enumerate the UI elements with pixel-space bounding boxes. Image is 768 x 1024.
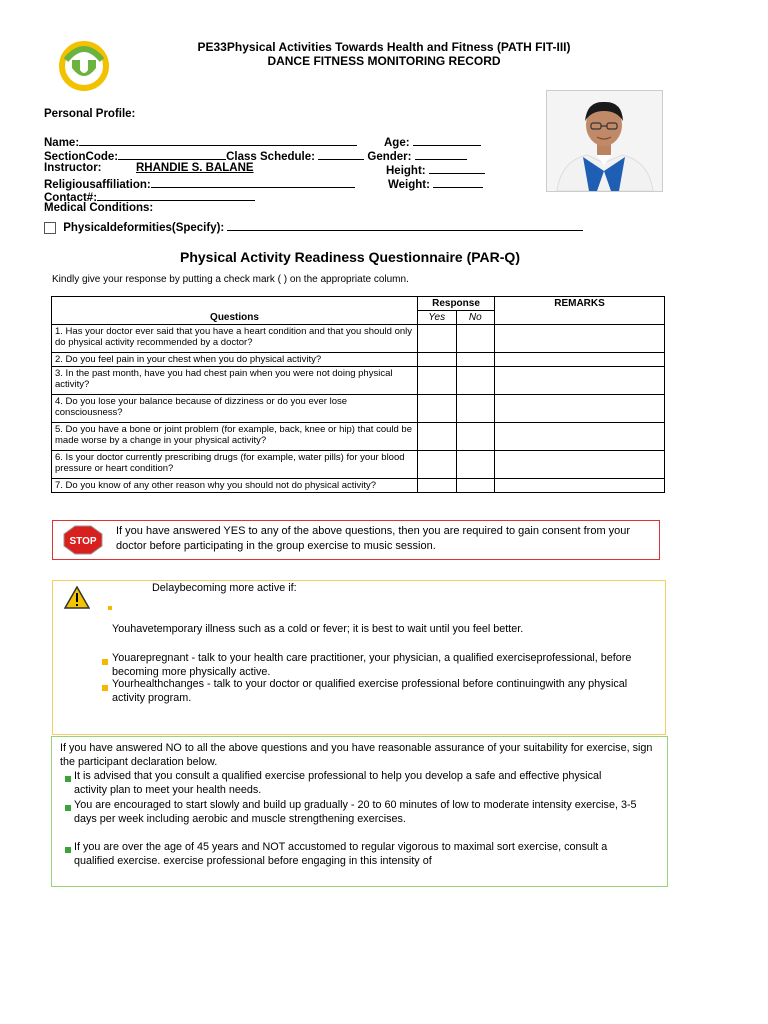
clearance-item-consult: It is advised that you consult a qualified exercise professional to help you develop a safe and effective physical activity plan to meet your health needs. xyxy=(74,770,602,796)
q6-remarks-cell[interactable] xyxy=(495,451,665,479)
q4-no-cell[interactable] xyxy=(456,395,495,423)
physical-deformities-field[interactable] xyxy=(227,219,583,231)
gender-field[interactable] xyxy=(415,148,467,160)
class-schedule-label: Class Schedule: xyxy=(226,151,315,163)
stop-notice-text: If you have answered YES to any of the above questions, then you are required to gain consent from your doctor before participating in the group exercise to music session. xyxy=(116,525,631,552)
student-photo xyxy=(546,90,663,192)
personal-profile-heading: Personal Profile: xyxy=(44,108,136,120)
yes-header: Yes xyxy=(418,311,457,325)
delay-item-health: Yourhealthchanges - talk to your doctor or qualified exercise professional before continuingwith any physical activity program. xyxy=(112,678,628,704)
contact-label: Contact#: xyxy=(44,192,98,204)
delay-heading: Delaybecoming more active if: xyxy=(152,582,297,594)
name-label: Name: xyxy=(44,137,80,149)
remarks-header: REMARKS xyxy=(495,297,665,325)
q1-no-cell[interactable] xyxy=(456,325,495,353)
question-2: 2. Do you feel pain in your chest when you do physical activity? xyxy=(52,353,418,367)
document-title: PE33Physical Activities Towards Health and Fitness (PATH FIT-III) xyxy=(197,40,571,54)
clearance-intro: If you have answered NO to all the above questions and you have reasonable assurance of your suitability for exercise, sign the participant declaration below. xyxy=(60,742,653,768)
q1-remarks-cell[interactable] xyxy=(495,325,665,353)
question-3: 3. In the past month, have you had chest pain when you were not doing physical activity? xyxy=(52,367,418,395)
response-header: Response xyxy=(418,297,495,311)
q3-no-cell[interactable] xyxy=(456,367,495,395)
questions-header: Questions xyxy=(52,297,418,325)
q2-yes-cell[interactable] xyxy=(418,353,457,367)
q7-yes-cell[interactable] xyxy=(418,479,457,493)
medical-conditions-label: Medical Conditions: xyxy=(44,202,154,214)
physical-deformities-label: Physicaldeformities(Specify): xyxy=(63,222,225,234)
age-label: Age: xyxy=(384,137,410,149)
age-field[interactable] xyxy=(413,134,481,146)
q7-no-cell[interactable] xyxy=(456,479,495,493)
clearance-bullet-2 xyxy=(65,805,71,811)
gender-label: Gender: xyxy=(367,151,412,163)
no-header: No xyxy=(456,311,495,325)
q4-remarks-cell[interactable] xyxy=(495,395,665,423)
q1-yes-cell[interactable] xyxy=(418,325,457,353)
q3-remarks-cell[interactable] xyxy=(495,367,665,395)
physical-deformities-checkbox[interactable] xyxy=(44,222,56,234)
weight-label: Weight: xyxy=(388,179,430,191)
question-1: 1. Has your doctor ever said that you have a heart condition and that you should only do physical activity recommended by a doctor? xyxy=(52,325,418,353)
clearance-item-start-slowly: You are encouraged to start slowly and build up gradually - 20 to 60 minutes of low to moderate intensity exercise, 3-5 days per week including aerobic and muscle strengthening exercises. xyxy=(74,799,637,825)
delay-item-illness: Youhavetemporary illness such as a cold or fever; it is best to wait until you feel better. xyxy=(112,623,524,635)
delay-bullet-marker xyxy=(108,606,112,610)
question-5: 5. Do you have a bone or joint problem (for example, back, knee or hip) that could be made worse by a change in your physical activity? xyxy=(52,423,418,451)
parq-table xyxy=(51,296,665,493)
religion-label: Religiousaffiliation: xyxy=(44,179,151,191)
instructor-value: RHANDIE S. BALANE xyxy=(136,162,254,174)
stop-sign-text: STOP xyxy=(69,536,97,547)
q6-yes-cell[interactable] xyxy=(418,451,457,479)
q2-remarks-cell[interactable] xyxy=(495,353,665,367)
weight-field[interactable] xyxy=(433,176,483,188)
class-schedule-field[interactable] xyxy=(318,148,364,160)
section-code-label: SectionCode: xyxy=(44,151,119,163)
question-7: 7. Do you know of any other reason why you should not do physical activity? xyxy=(52,479,418,493)
document-subtitle: DANCE FITNESS MONITORING RECORD xyxy=(267,54,501,68)
parq-title: Physical Activity Readiness Questionnaire (PAR-Q) xyxy=(180,249,520,265)
question-4: 4. Do you lose your balance because of dizziness or do you ever lose consciousness? xyxy=(52,395,418,423)
parq-instruction: Kindly give your response by putting a check mark ( ) on the appropriate column. xyxy=(52,274,409,285)
height-label: Height: xyxy=(386,165,426,177)
clearance-bullet-3 xyxy=(65,847,71,853)
delay-bullet-pregnant xyxy=(102,659,108,665)
q4-yes-cell[interactable] xyxy=(418,395,457,423)
clearance-bullet-1 xyxy=(65,776,71,782)
q5-yes-cell[interactable] xyxy=(418,423,457,451)
delay-item-pregnant: Youarepregnant - talk to your health care practitioner, your physician, a qualified exerciseprofessional, before becoming more physically active. xyxy=(112,652,632,678)
contact-field[interactable] xyxy=(97,189,255,201)
q5-remarks-cell[interactable] xyxy=(495,423,665,451)
name-field[interactable] xyxy=(79,134,357,146)
q2-no-cell[interactable] xyxy=(456,353,495,367)
warning-triangle-icon xyxy=(64,586,90,609)
stop-sign-icon xyxy=(63,525,103,555)
religion-field[interactable] xyxy=(151,176,355,188)
question-6: 6. Is your doctor currently prescribing drugs (for example, water pills) for your blood pressure or heart condition? xyxy=(52,451,418,479)
instructor-label: Instructor: xyxy=(44,162,102,174)
height-field[interactable] xyxy=(429,162,485,174)
clearance-item-over-45: If you are over the age of 45 years and NOT accustomed to regular vigorous to maximal sort exercise, consult a qualified exercise. exercise professional before engaging in this intensity of xyxy=(74,841,608,867)
q7-remarks-cell[interactable] xyxy=(495,479,665,493)
q6-no-cell[interactable] xyxy=(456,451,495,479)
section-code-field[interactable] xyxy=(118,148,226,160)
delay-bullet-health xyxy=(102,685,108,691)
q3-yes-cell[interactable] xyxy=(418,367,457,395)
q5-no-cell[interactable] xyxy=(456,423,495,451)
